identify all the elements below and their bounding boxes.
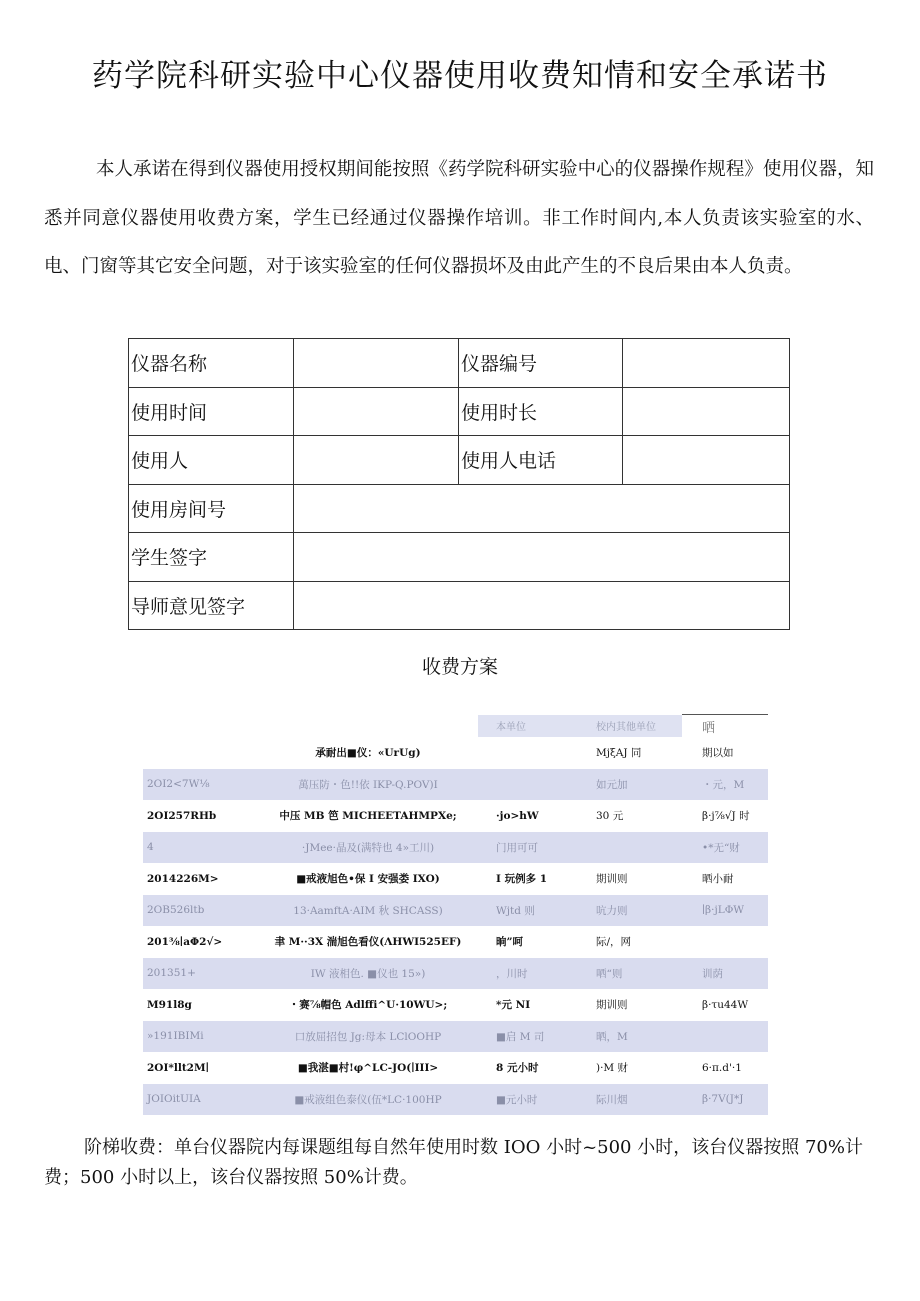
fee-cell: 晒小耐: [702, 873, 734, 886]
fee-cell: 如元加: [566, 769, 682, 801]
fee-row: [143, 832, 768, 864]
field-user-phone[interactable]: [623, 436, 790, 485]
fee-row: [143, 1052, 768, 1084]
fee-cell: ■戒液旭色•保 I 安强娄 IXO): [296, 873, 440, 886]
fee-cell: 30 元: [596, 810, 624, 823]
field-instrument-no[interactable]: [623, 339, 790, 388]
fee-header-cell: 本单位: [478, 715, 566, 738]
fee-row: [143, 895, 768, 927]
label-instrument-name: 仪器名称: [129, 339, 294, 388]
fee-cell: [682, 926, 768, 958]
fee-cell: ■我湛■村!φ^LC-JO(∣III>: [297, 1062, 439, 1075]
fee-cell: β·τu44W: [702, 998, 749, 1011]
field-instrument-name[interactable]: [294, 339, 459, 388]
label-use-time: 使用时间: [129, 387, 294, 436]
fee-cell: )·M 财: [596, 1062, 629, 1075]
fee-cell: 期训则: [596, 999, 628, 1012]
fee-cell: 8 元小时: [496, 1062, 539, 1075]
fee-cell: 4: [143, 832, 258, 864]
fee-header-row: [143, 715, 768, 738]
form-row: [129, 533, 790, 582]
fee-row: [143, 863, 768, 895]
fee-cell: 2OI*llt2M∣: [147, 1061, 210, 1074]
fee-cell: 2OB526ltb: [143, 895, 258, 927]
fee-cell: 口放屈招包 Jg:母本 LClOOHP: [258, 1021, 478, 1053]
fee-cell: 承耐出■仪：«UrUg): [315, 747, 421, 760]
fee-cell: ，川时: [478, 958, 566, 990]
fee-table: [143, 714, 768, 1115]
fee-cell: [143, 737, 258, 769]
fee-cell: JOIOitUIA: [143, 1084, 258, 1116]
fee-cell: 际川烟: [566, 1084, 682, 1116]
fee-cell: ·JMee·晶及(满特也 4»工川): [258, 832, 478, 864]
fee-header-cell: [143, 715, 258, 738]
fee-cell: IW 液相色. ■仪也 15»): [258, 958, 478, 990]
fee-cell: ∣β·jLΦW: [682, 895, 768, 927]
fee-cell: M91l8g: [147, 998, 192, 1011]
fee-cell: 门用可可: [478, 832, 566, 864]
fee-cell: [566, 832, 682, 864]
fee-row: [143, 769, 768, 801]
usage-form-table: [128, 338, 790, 630]
fee-row: [143, 958, 768, 990]
fee-cell: 训荫: [682, 958, 768, 990]
form-row: [129, 436, 790, 485]
fee-cell: ・元，M: [682, 769, 768, 801]
fee-cell: 期训则: [596, 873, 628, 886]
fee-cell: 吭力则: [566, 895, 682, 927]
fee-cell: 201351+: [143, 958, 258, 990]
page-title: 药学院科研实验中心仪器使用收费知情和安全承诺书: [92, 58, 828, 94]
fee-cell: β·j⅞√J 时: [702, 810, 750, 823]
fee-cell: 萬压防・色!!依 IKP-Q.POV)I: [258, 769, 478, 801]
fee-cell: 际/，网: [596, 936, 632, 949]
label-user: 使用人: [129, 436, 294, 485]
label-use-duration: 使用时长: [459, 387, 623, 436]
field-use-time[interactable]: [294, 387, 459, 436]
fee-row: [143, 1084, 768, 1116]
fee-cell: [682, 1021, 768, 1053]
fee-cell: MjξAJ 同: [596, 747, 642, 760]
form-row: [129, 484, 790, 533]
fee-cell: 哂“则: [566, 958, 682, 990]
field-room-no[interactable]: [294, 484, 790, 533]
fee-cell: »191IBIMi: [143, 1021, 258, 1053]
form-row: [129, 387, 790, 436]
fee-cell: ■戒液组色泰仪(伍*LC·100HP: [258, 1084, 478, 1116]
fee-cell: 2OI2<7W⅛: [143, 769, 258, 801]
fee-plan-title: 收费方案: [421, 656, 498, 678]
fee-cell: 2OI257RHb: [147, 809, 217, 822]
fee-cell: 晒，M: [566, 1021, 682, 1053]
fee-header-cell: 校内其他单位: [566, 715, 682, 738]
fee-cell: ・赛⅞帽色 Adlffi^U·10WU>;: [288, 999, 448, 1012]
fee-row: [143, 800, 768, 832]
fee-header-cell: [258, 715, 478, 738]
fee-cell: [478, 737, 566, 769]
fee-cell: I 玩例多 1: [496, 873, 548, 886]
label-user-phone: 使用人电话: [459, 436, 623, 485]
fee-row: [143, 737, 768, 769]
fee-cell: 中压 MB 笆 MICHEETAHMPXe;: [279, 810, 457, 823]
commitment-paragraph: 本人承诺在得到仪器使用授权期间能按照《药学院科研实验中心的仪器操作规程》使用仪器，知悉并同意仪器使用收费方案，学生已经通过仪器操作培训。非工作时间内,本人负责该实验室的水、电、门窗等其它安全问题，对于该实验室的任何仪器损坏及由此产生的不良后果由本人负责。: [44, 159, 874, 277]
fee-row: [143, 1021, 768, 1053]
fee-cell: ■元小时: [478, 1084, 566, 1116]
fee-cell: 晌”呵: [496, 936, 524, 949]
label-student-sign: 学生签字: [129, 533, 294, 582]
fee-cell: 2014226M>: [147, 872, 219, 885]
fee-cell: 6·π.d'·1: [702, 1061, 742, 1074]
field-user[interactable]: [294, 436, 459, 485]
fee-cell: β·7V(J*J: [682, 1084, 768, 1116]
fee-cell: Wjtd 则: [478, 895, 566, 927]
fee-cell: ·jo>hW: [496, 809, 539, 822]
field-student-sign[interactable]: [294, 533, 790, 582]
fee-cell: [478, 769, 566, 801]
fee-row: [143, 989, 768, 1021]
tiered-fee-note: 阶梯收费：单台仪器院内每课题组每自然年使用时数 IOO 小时~500 小时，该台仪器按照 70%计费；500 小时以上，该台仪器按照 50%计费。: [44, 1137, 863, 1188]
label-room-no: 使用房间号: [129, 484, 294, 533]
fee-cell: 聿 M··3X 湍旭色看仪(ΛHWI525EF): [274, 936, 462, 949]
field-use-duration[interactable]: [623, 387, 790, 436]
field-advisor-sign[interactable]: [294, 581, 790, 630]
form-row: [129, 581, 790, 630]
fee-cell: 13·AamftA·AIM 秋 SHCASS): [258, 895, 478, 927]
fee-cell: •*无“财: [682, 832, 768, 864]
fee-header-cell: 哂: [682, 715, 768, 738]
fee-cell: ■启 M 司: [478, 1021, 566, 1053]
form-row: [129, 339, 790, 388]
fee-cell: 201⅜∣aΦ2√>: [147, 935, 223, 948]
fee-row: [143, 926, 768, 958]
label-instrument-no: 仪器编号: [459, 339, 623, 388]
label-advisor-sign: 导师意见签字: [129, 581, 294, 630]
fee-cell: *元 NI: [496, 999, 531, 1012]
fee-cell: 期以如: [702, 747, 734, 760]
